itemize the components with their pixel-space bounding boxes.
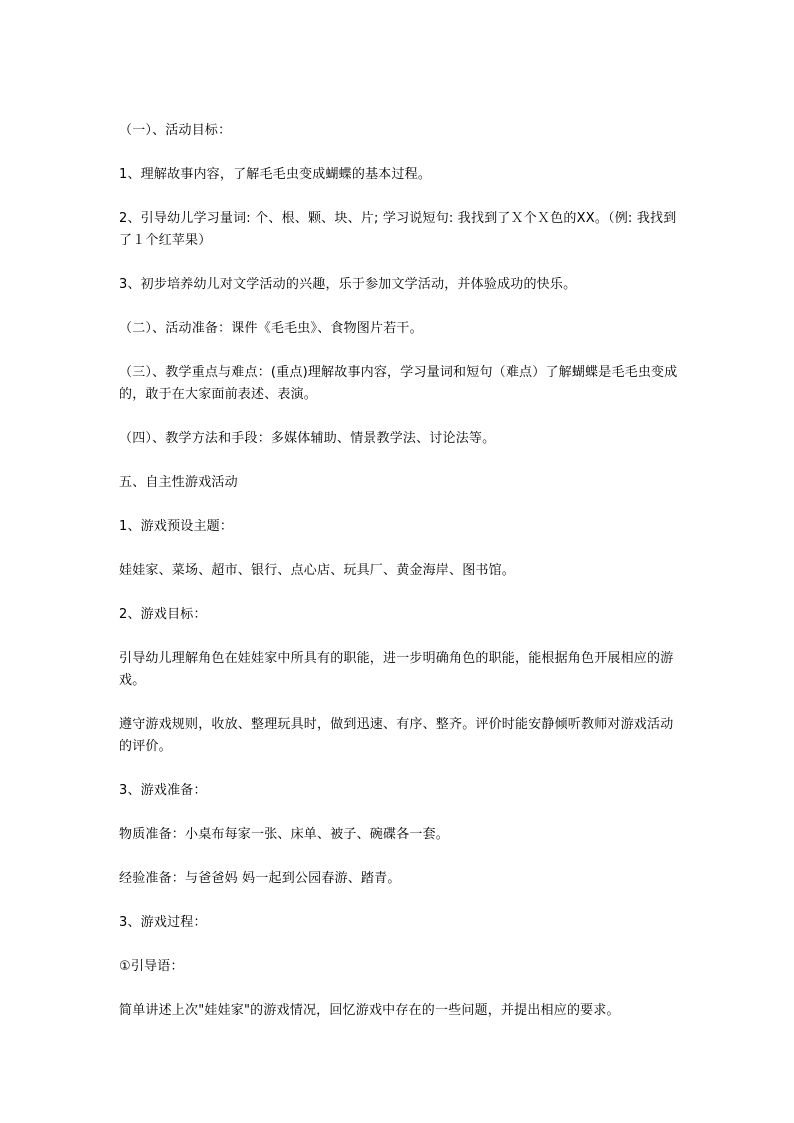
section-heading-preparation: （二）、活动准备：课件《毛毛虫》、食物图片若干。: [119, 321, 423, 336]
section-heading-objectives: （一）、活动目标：: [119, 123, 232, 138]
objective-item-1: 1、理解故事内容，了解毛毛虫变成蝴蝶的基本过程。: [119, 167, 432, 182]
intro-text: 简单讲述上次"娃娃家"的游戏情况，回忆游戏中存在的一些问题，并提出相应的要求。: [119, 1003, 620, 1018]
game-prep-heading: 3、游戏准备：: [119, 783, 207, 798]
material-prep: 物质准备：小桌布每家一张、床单、被子、碗碟各一套。: [119, 827, 450, 842]
section-heading-methods: （四）、教学方法和手段：多媒体辅助、情景教学法、讨论法等。: [119, 431, 496, 446]
objective-item-2: 2、引导幼儿学习量词: 个、根、颗、块、片; 学习说短句: 我找到了Ｘ个Ｘ色的XX。（例: 我找到了１个红苹果）: [119, 211, 677, 248]
section-heading-free-play: 五、自主性游戏活动: [119, 475, 238, 490]
game-goal-2: 遵守游戏规则，收放、整理玩具时，做到迅速、有序、整齐。评价时能安静倾听教师对游戏活动的评价。: [119, 717, 674, 754]
game-goal-1: 引导幼儿理解角色在娃娃家中所具有的职能，进一步明确角色的职能，能根据角色开展相应的游戏。: [119, 651, 674, 688]
experience-prep: 经验准备：与爸爸妈 妈一起到公园春游、踏青。: [119, 871, 401, 886]
game-themes-list: 娃娃家、菜场、超市、银行、点心店、玩具厂、黄金海岸、图书馆。: [119, 563, 516, 578]
section-heading-key-points: （三）、教学重点与难点：(重点)理解故事内容，学习量词和短句（难点）了解蝴蝶是毛毛虫变成的，敢于在大家面前表述、表演。: [119, 365, 678, 402]
intro-heading: ①引导语：: [119, 959, 184, 974]
game-process-heading: 3、游戏过程：: [119, 915, 207, 930]
document-body: [119, 120, 679, 1022]
game-themes-heading: 1、游戏预设主题：: [119, 519, 234, 534]
game-goals-heading: 2、游戏目标：: [119, 607, 207, 622]
objective-item-3: 3、初步培养幼儿对文学活动的兴趣，乐于参加文学活动，并体验成功的快乐。: [119, 277, 577, 292]
